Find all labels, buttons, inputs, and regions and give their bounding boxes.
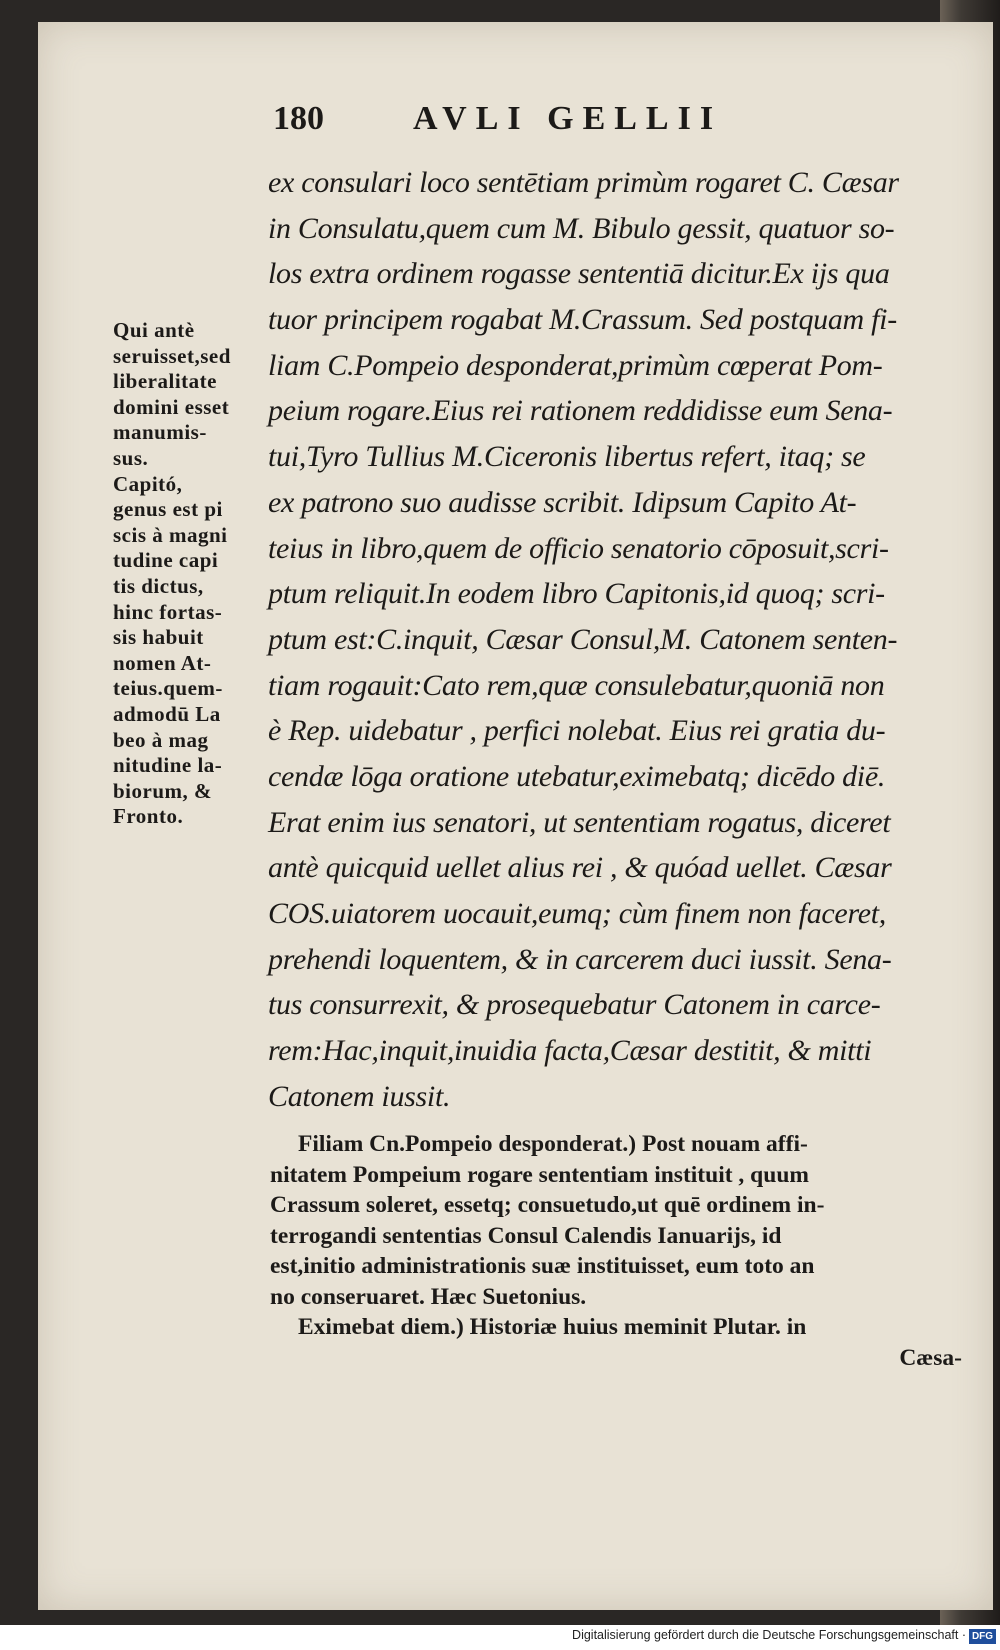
margin-note-line: sus. xyxy=(113,445,149,470)
main-text-line: in Consulatu,quem cum M. Bibulo gessit, quatuor so- xyxy=(268,211,895,245)
margin-note-line: seruisset,sed xyxy=(113,343,231,368)
margin-note-line: hinc fortas- xyxy=(113,599,223,624)
main-text-block xyxy=(268,160,968,1119)
main-text-line: Erat enim ius senatori, ut sententiam rogatus, diceret xyxy=(268,805,891,839)
margin-note-line: sis habuit xyxy=(113,625,204,650)
main-text-line: è Rep. uidebatur , perfici nolebat. Eius rei gratia du- xyxy=(268,714,886,748)
commentary-line: no conseruaret. Hæc Suetonius. xyxy=(270,1283,587,1310)
margin-note-line: biorum, & xyxy=(113,778,212,803)
main-text-line: cendæ lōga oratione utebatur,eximebatq; dicēdo diē. xyxy=(268,759,886,793)
margin-note-line: nomen At- xyxy=(113,650,212,675)
page-header xyxy=(273,100,873,150)
main-text-line: ex patrono suo audisse scribit. Idipsum Capito At- xyxy=(268,485,857,519)
commentary-line: Filiam Cn.Pompeio desponderat.) Post nouam affi- xyxy=(298,1131,808,1157)
commentary-line: nitatem Pompeium rogare sententiam instituit , quum xyxy=(270,1161,809,1188)
margin-note-line: scis à magni xyxy=(113,522,228,547)
footer-credit: Digitalisierung gefördert durch die Deutsche Forschungsgemeinschaft · xyxy=(572,1628,966,1642)
margin-note-line: Fronto. xyxy=(113,804,184,829)
main-text-line: tuor principem rogabat M.Crassum. Sed postquam fi- xyxy=(268,303,897,337)
dfg-logo[interactable]: DFG xyxy=(969,1629,996,1644)
digitization-footer xyxy=(0,1625,1000,1650)
margin-note-line: manumis- xyxy=(113,420,207,445)
main-text-line: tiam rogauit:Cato rem,quæ consulebatur,quoniā non xyxy=(268,668,885,702)
main-text-line: ex consulari loco sentētiam primùm rogaret C. Cæsar xyxy=(268,166,899,199)
main-text-line: Catonem iussit. xyxy=(268,1079,451,1113)
commentary-line: Crassum soleret, essetq; consuetudo,ut quē ordinem in- xyxy=(270,1192,825,1218)
margin-note-line: beo à mag xyxy=(113,727,209,752)
page-number: 180 xyxy=(273,100,324,137)
marginal-notes xyxy=(113,318,273,830)
margin-note-line: teius.quem- xyxy=(113,676,223,701)
main-text-line: prehendi loquentem, & in carcerem duci iussit. Sena- xyxy=(268,942,892,976)
main-text-line: ptum est:C.inquit, Cæsar Consul,M. Catonem senten- xyxy=(268,622,898,656)
main-text-line: COS.uiatorem uocauit,eumq; cùm finem non faceret, xyxy=(268,897,886,930)
main-text-line: ptum reliquit.In eodem libro Capitonis,id quoq; scri- xyxy=(268,577,885,611)
main-text-line: rem:Hac,inquit,inuidia facta,Cæsar destitit, & mitti xyxy=(268,1034,872,1068)
commentary-line: est,initio administrationis suæ instituisset, eum toto an xyxy=(270,1253,815,1279)
margin-note-line: tudine capi xyxy=(113,548,219,573)
catchword: Cæsa- xyxy=(899,1344,962,1371)
commentary-line: Eximebat diem.) Historiæ huius meminit Plutar. in xyxy=(298,1314,807,1340)
margin-note-line: admodū La xyxy=(113,701,221,726)
commentary-line: terrogandi sententias Consul Calendis Ianuarijs, id xyxy=(270,1222,782,1249)
main-text-line: liam C.Pompeio desponderat,primùm cœperat Pom- xyxy=(268,348,883,382)
main-text-line: teius in libro,quem de officio senatorio cōposuit,scri- xyxy=(268,531,889,565)
main-text-line: tus consurrexit, & prosequebatur Catonem in carce- xyxy=(268,988,881,1022)
margin-note-line: Qui antè xyxy=(113,318,195,342)
commentary-block xyxy=(270,1129,980,1373)
main-text-line: tui,Tyro Tullius M.Ciceronis libertus refert, itaq; se xyxy=(268,440,866,474)
main-text-line: antè quicquid uellet alius rei , & quóad uellet. Cæsar xyxy=(268,851,892,885)
main-text-line: peium rogare.Eius rei rationem reddidisse eum Sena- xyxy=(268,394,893,428)
margin-note-line: Capitó, xyxy=(113,471,183,496)
margin-note-line: nitudine la- xyxy=(113,753,223,778)
margin-note-line: tis dictus, xyxy=(113,573,204,598)
margin-note-line: genus est pi xyxy=(113,497,223,522)
book-page xyxy=(38,22,993,1610)
margin-note-line: liberalitate xyxy=(113,369,217,394)
main-text-line: los extra ordinem rogasse sententiā dicitur.Ex ijs qua xyxy=(268,257,890,291)
running-title: AVLI GELLII xyxy=(413,100,723,137)
margin-note-line: domini esset xyxy=(113,394,230,419)
